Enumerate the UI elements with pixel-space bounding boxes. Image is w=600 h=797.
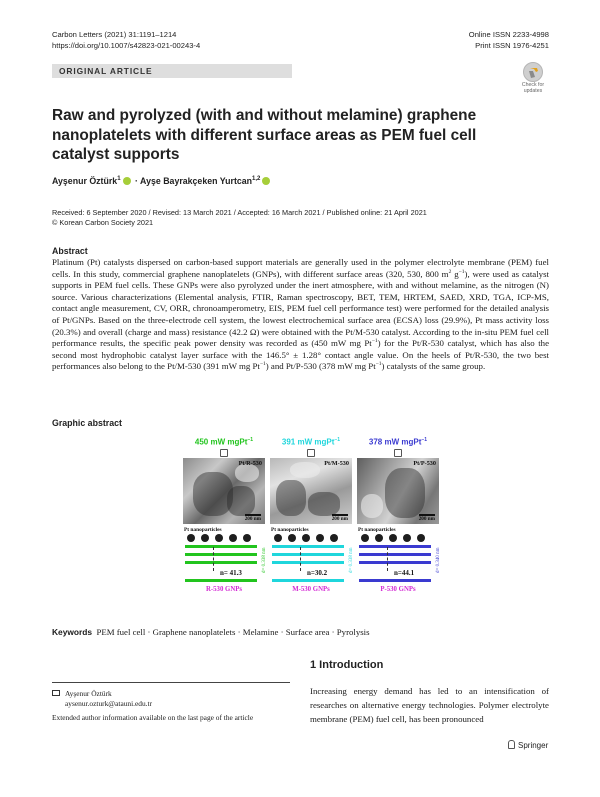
graphene-layer	[185, 553, 257, 556]
keywords-label: Keywords	[52, 627, 93, 637]
author-list	[52, 176, 272, 186]
d-spacing: d= 0.338 nm	[349, 547, 354, 573]
pt-nanoparticles-label: Pt nanoparticles	[271, 527, 309, 533]
journal-citation: Carbon Letters (2021) 31:1191–1214	[52, 30, 177, 39]
graphic-panel-p530	[350, 437, 446, 599]
pt-nanoparticles-label: Pt nanoparticles	[358, 527, 396, 533]
orcid-icon[interactable]	[123, 177, 131, 185]
extended-author-info: Extended author information available on the last page of the article	[52, 713, 254, 722]
graphic-abstract-heading: Graphic abstract	[52, 418, 122, 428]
graphene-layer	[185, 561, 257, 564]
up-arrow-icon	[394, 449, 402, 457]
copyright-line: © Korean Carbon Society 2021	[52, 218, 154, 227]
layer-count: n=44.1	[394, 569, 415, 577]
footnote-rule	[52, 682, 290, 683]
up-arrow-icon	[307, 449, 315, 457]
pt-nanoparticles-label: Pt nanoparticles	[184, 527, 222, 533]
panel-caption: P-530 GNPs	[380, 586, 416, 593]
scale-label: 200 nm	[331, 516, 348, 522]
image-label: Pt/R-530	[238, 460, 262, 467]
power-density-label: 378 mW mgPt$^{-1}$	[368, 437, 428, 447]
introduction-text: Increasing energy demand has led to an intensification of researches on alternative energy technologies. Polymer electrolyte membrane (PEM) fuel cell, has been pronounced	[310, 686, 549, 724]
orcid-icon[interactable]	[262, 177, 270, 185]
check-updates-icon	[523, 62, 543, 82]
corresponding-author	[52, 689, 152, 709]
layer-count: n=30.2	[307, 569, 328, 577]
doi-link[interactable]: https://doi.org/10.1007/s42823-021-00243-4	[52, 40, 201, 50]
abstract-heading: Abstract	[52, 246, 88, 256]
abstract-text: Platinum (Pt) catalysts dispersed on carbon-based support materials are generally used in the polymer electrolyte membrane (PEM) fuel cells. In this study, commercial graphene nanoplatelets (GNPs), with different surface areas (320, 530, 800 $m^2$ $g^{-1}$), were used as catalyst supports in PEM fuel cells. These GNPs were also pyrolyzed under the inert atmosphere, with and without melamine, as the nitrogen (N) source. Various characterizations (Elemental analysis, FTIR, Raman spectroscopy, BET, TEM, HRTEM, SAED, XRD, TGA, ICP-MS, contact angle measurement, CV, ORR, chronoamperometry, EIS, PEM fuel cell performance test) were performed for the detailed analysis of Pt/GNPs. Based on the three-electrode cell system, the lowest electrochemical surface area (ECSA) loss (29.9%), Pt mass activity loss (20.3%) and overall (charge and mass) resistance (42.2 Ω) were obtained with the Pt/M-530 catalyst. According to the in-situ PEM fuel cell performance results, the specific peak power density was recorded as (450 mW mg $Pt^{-1}$) for the Pt/R-530 catalyst, which has also the second most hydrophobic catalyst layer surface with the 146.5° ± 1.28° contact angle value. On the heels of Pt/R-530, the two best performances also belong to the Pt/M-530 (391 mW mg $Pt^{-1}$) and Pt/P-530 (378 mW mg $Pt^{-1}$) catalysts of the same group.	[52, 257, 550, 372]
envelope-icon	[52, 690, 60, 696]
check-for-updates-badge[interactable]	[515, 62, 551, 96]
pt-particles	[272, 534, 348, 543]
image-label: Pt/P-530	[413, 460, 436, 467]
dates-line: Received: 6 September 2020 / Revised: 13 March 2021 / Accepted: 16 March 2021 / Published online: 21 April 2021	[52, 208, 427, 217]
article-title: Raw and pyrolyzed (with and without melamine) graphene nanoplatelets with different surface areas as PEM fuel cell catalyst supports	[52, 107, 477, 163]
stack-dash	[387, 547, 388, 571]
publisher-name: Springer	[518, 741, 549, 750]
badge-label: Check for updates	[521, 82, 545, 94]
author-separator: ·	[134, 176, 138, 186]
article-type-banner: ORIGINAL ARTICLE	[52, 64, 292, 78]
graphene-layer	[359, 545, 431, 548]
affiliation-marker: 1	[117, 176, 121, 183]
author-name[interactable]: Ayşenur Öztürk	[52, 176, 118, 186]
keywords-line	[52, 627, 370, 637]
layer-count: n= 41.3	[220, 569, 242, 577]
contact-email[interactable]: aysenur.ozturk@atauni.edu.tr	[65, 699, 153, 708]
graphic-panel-m530	[263, 437, 359, 599]
pt-particles	[359, 534, 435, 543]
graphene-layer	[185, 545, 257, 548]
panel-caption: R-530 GNPs	[205, 586, 243, 593]
running-header-right	[469, 30, 549, 51]
graphene-layer	[359, 579, 431, 582]
springer-horse-icon	[508, 740, 515, 749]
tem-image	[357, 458, 439, 524]
d-spacing: d= 0.338 nm	[262, 547, 267, 573]
graphene-layer	[272, 545, 344, 548]
graphene-layer	[272, 553, 344, 556]
d-spacing: d= 0.340 nm	[436, 547, 441, 573]
graphic-panel-r530	[176, 437, 272, 599]
tem-image	[270, 458, 352, 524]
up-arrow-icon	[220, 449, 228, 457]
publisher-logo	[508, 740, 548, 750]
stack-dash	[213, 547, 214, 571]
power-density-label: 391 mW mgPt$^{-1}$	[281, 437, 341, 447]
power-density-label: 450 mW mgPt$^{-1}$	[194, 437, 254, 447]
stack-dash	[300, 547, 301, 571]
graphene-layer	[359, 561, 431, 564]
author-name[interactable]: Ayşe Bayrakçeken Yurtcan	[140, 176, 253, 186]
keywords-list: PEM fuel cell · Graphene nanoplatelets · Melamine · Surface area · Pyrolysis	[96, 627, 370, 637]
contact-name: Ayşenur Öztürk	[65, 689, 112, 698]
graphene-layer	[185, 579, 257, 582]
graphene-layer	[359, 553, 431, 556]
affiliation-marker: 1,2	[252, 176, 261, 183]
graphene-layer	[272, 561, 344, 564]
online-issn: Online ISSN 2233-4998	[468, 30, 549, 39]
image-label: Pt/M-530	[324, 460, 349, 467]
scale-label: 200 nm	[418, 516, 435, 522]
scale-label: 200 nm	[244, 516, 261, 522]
publication-history	[52, 208, 427, 228]
tem-image	[183, 458, 265, 524]
graphene-layer	[272, 579, 344, 582]
running-header-left	[52, 30, 200, 51]
pt-particles	[185, 534, 261, 543]
section-heading-introduction: 1 Introduction	[310, 659, 384, 671]
panel-caption: M-530 GNPs	[292, 586, 330, 593]
print-issn: Print ISSN 1976-4251	[475, 40, 549, 50]
